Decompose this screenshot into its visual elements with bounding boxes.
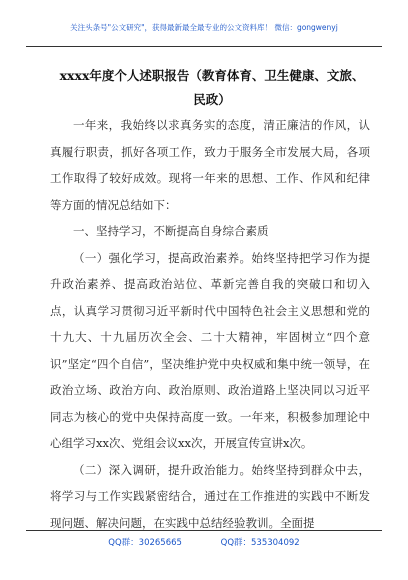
footer-divider (26, 530, 382, 531)
body-paragraph: （二）深入调研，提升政治能力。始终坚持到群众中去，将学习与工作实践紧密结合，通过在工作推进的实践中不断发现问题、解决问题，在实践中总结经验教训。全面提 (50, 462, 370, 530)
header-banner: 关注头条号"公文研究"，获得最新最全最专业的公文资料库！ 微信：gongwenyj (70, 23, 338, 32)
body-paragraph: （一）强化学习，提高政治素养。始终坚持把学习作为提升政治素养、提高政治站位、革新完善自我的突破口和切入点，认真学习贯彻习近平新时代中国特色社会主义思想和党的十九大、十九届历次全会、二十大精神，牢固树立“四个意识”坚定“四个自信”，坚决维护党中央权威和集中统一领导，在政治立场、政治方向、政治原则、政治道路上坚决同以习近平同志为核心的党中央保持高度一致。一年来，积极参加理论中心组学习xx次、党组会议xx次，开展宣传宣讲x次。 (50, 250, 370, 450)
document-title: xxxx年度个人述职报告（教育体育、卫生健康、文旅、民政） (59, 68, 365, 107)
footer-qq-group-1: QQ群：30265665 (108, 538, 182, 548)
section-heading: 一、坚持学习，不断提高自身综合素质 (73, 224, 269, 238)
document-body (50, 112, 370, 536)
header-divider (26, 46, 382, 47)
footer-qq-group-2: QQ群：535304092 (220, 538, 300, 548)
footer-contact (0, 536, 408, 548)
body-paragraph: 一年来，我始终以求真务实的态度，清正廉洁的作风，认真履行职责，抓好各项工作，致力于服务全市发展大局，各项工作取得了较好成效。现将一年来的思想、工作、作风和纪律等方面的情况总结如下： (50, 118, 370, 212)
